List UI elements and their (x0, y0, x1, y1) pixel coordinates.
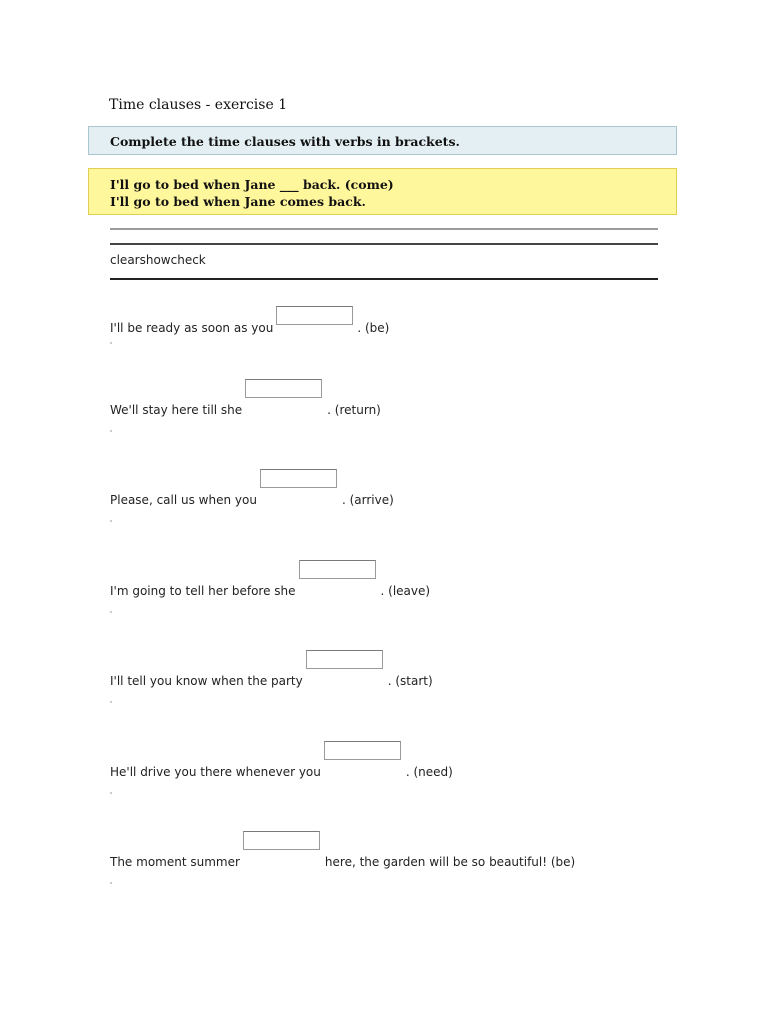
page-title: Time clauses - exercise 1 (109, 97, 288, 113)
example-answer: I'll go to bed when Jane comes back. (110, 194, 366, 209)
item-text-after: . (start) (387, 674, 433, 688)
item-separator-dot (110, 701, 112, 703)
check-button[interactable]: check (170, 253, 206, 267)
item-text-before: I'll be ready as soon as you (110, 321, 274, 335)
item-separator-dot (110, 430, 112, 432)
show-button[interactable]: show (139, 253, 171, 267)
exercise-controls (110, 253, 206, 267)
divider-controls-top (110, 243, 658, 245)
divider-top (110, 228, 658, 230)
example-question: I'll go to bed when Jane ___ back. (come) (110, 177, 394, 192)
item-text-before: We'll stay here till she (110, 403, 243, 417)
answer-input[interactable] (260, 469, 337, 488)
item-text-after: . (be) (357, 321, 390, 335)
answer-input[interactable] (324, 741, 401, 760)
item-separator-dot (110, 342, 112, 344)
item-text-after: . (leave) (380, 584, 431, 598)
item-text-before: He'll drive you there whenever you (110, 765, 321, 779)
item-separator-dot (110, 611, 112, 613)
answer-input[interactable] (299, 560, 376, 579)
item-text-before: Please, call us when you (110, 493, 257, 507)
exercise-item (110, 848, 575, 869)
item-separator-dot (110, 882, 112, 884)
exercise-item (110, 667, 433, 688)
answer-input[interactable] (276, 306, 353, 325)
item-separator-dot (110, 520, 112, 522)
item-text-after: here, the garden will be so beautiful! (be) (324, 855, 576, 869)
item-text-after: . (arrive) (341, 493, 394, 507)
item-text-after: . (need) (405, 765, 453, 779)
exercise-item (110, 758, 453, 779)
exercise-item (110, 396, 381, 417)
exercise-item (110, 577, 430, 598)
instruction-text: Complete the time clauses with verbs in brackets. (110, 134, 460, 149)
answer-input[interactable] (306, 650, 383, 669)
answer-input[interactable] (243, 831, 320, 850)
item-text-after: . (return) (327, 403, 381, 417)
exercise-item (110, 486, 394, 507)
answer-input[interactable] (245, 379, 322, 398)
item-text-before: The moment summer (110, 855, 240, 869)
clear-button[interactable]: clear (110, 253, 140, 267)
item-text-before: I'll tell you know when the party (110, 674, 303, 688)
example-box (88, 168, 677, 215)
exercise-item (110, 314, 389, 335)
instruction-box (88, 126, 677, 155)
item-text-before: I'm going to tell her before she (110, 584, 296, 598)
item-separator-dot (110, 792, 112, 794)
divider-controls-bottom (110, 278, 658, 280)
